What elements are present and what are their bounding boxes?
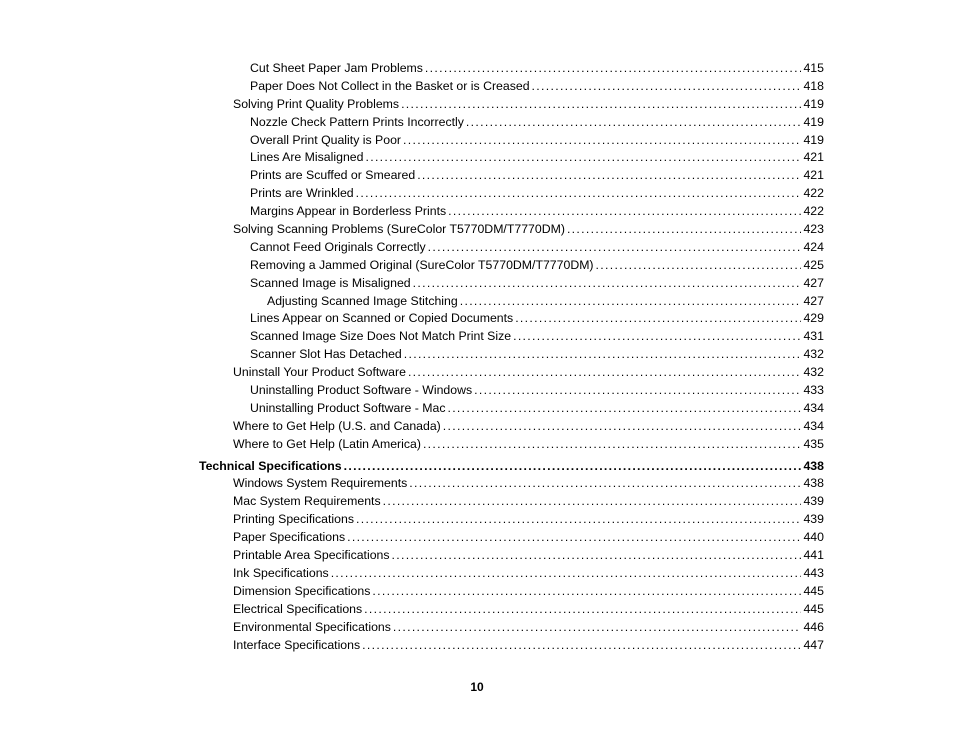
toc-entry-page: 419: [803, 132, 824, 147]
toc-entry-title: Adjusting Scanned Image Stitching: [267, 293, 458, 308]
dot-leader: [409, 475, 801, 493]
toc-chapter-entry[interactable]: [0, 458, 824, 476]
toc-entry-page: 447: [803, 637, 824, 652]
toc-entry-page: 425: [803, 257, 824, 272]
toc-entry[interactable]: [0, 583, 824, 601]
toc-entry-page: 427: [803, 275, 824, 290]
dot-leader: [344, 458, 802, 476]
toc-entry[interactable]: [0, 132, 824, 150]
dot-leader: [513, 328, 801, 346]
dot-leader: [404, 346, 802, 364]
toc-entry[interactable]: [0, 78, 824, 96]
toc-entry-title: Lines Appear on Scanned or Copied Documents: [250, 311, 514, 326]
dot-leader: [515, 310, 801, 328]
toc-entry-page: 434: [803, 400, 824, 415]
toc-entry-page: 415: [803, 61, 824, 75]
toc-entry[interactable]: [0, 239, 824, 257]
toc-entry-page: 427: [803, 293, 824, 308]
toc-entry[interactable]: [0, 257, 824, 275]
toc-entry[interactable]: [0, 310, 824, 328]
dot-leader: [425, 60, 802, 78]
toc-entry[interactable]: [0, 511, 824, 529]
toc-entry-page: 445: [803, 601, 824, 616]
toc-entry[interactable]: [0, 114, 824, 132]
toc-entry-title: Overall Print Quality is Poor: [250, 132, 402, 147]
toc-entry-title: Scanner Slot Has Detached: [250, 347, 402, 362]
toc-entry-title: Solving Print Quality Problems: [233, 96, 400, 111]
toc-entry[interactable]: [0, 346, 824, 364]
toc-entry-page: 440: [803, 530, 824, 545]
toc-entry-title: Where to Get Help (Latin America): [233, 436, 421, 451]
dot-leader: [460, 293, 802, 311]
dot-leader: [447, 400, 801, 418]
toc-entry-title: Mac System Requirements: [233, 494, 381, 509]
toc-entry-title: Environmental Specifications: [233, 619, 391, 634]
toc-entry[interactable]: [0, 547, 824, 565]
toc-entry[interactable]: [0, 493, 824, 511]
toc-entry-title: Printable Area Specifications: [233, 548, 390, 563]
dot-leader: [356, 511, 801, 529]
toc-entry-title: Interface Specifications: [233, 637, 361, 652]
toc-entry-page: 434: [803, 418, 824, 433]
toc-entry-title: Dimension Specifications: [233, 583, 371, 598]
toc-entry[interactable]: [0, 203, 824, 221]
dot-leader: [403, 132, 801, 150]
dot-leader: [466, 114, 802, 132]
toc-entry-page: 429: [803, 311, 824, 326]
dot-leader: [448, 203, 801, 221]
toc-entry-page: 424: [803, 239, 824, 254]
toc-entry[interactable]: [0, 364, 824, 382]
toc-entry-title: Uninstalling Product Software - Windows: [250, 383, 473, 398]
toc-entry[interactable]: [0, 149, 824, 167]
dot-leader: [474, 382, 801, 400]
toc-entry-page: 422: [803, 204, 824, 219]
dot-leader: [408, 364, 802, 382]
toc-entry-title: Lines Are Misaligned: [250, 150, 364, 165]
toc-entry[interactable]: [0, 221, 824, 239]
dot-leader: [532, 78, 802, 96]
dot-leader: [567, 221, 802, 239]
page-number: 10: [470, 680, 484, 694]
toc-entry-page: 432: [803, 347, 824, 362]
toc-entry-page: 439: [803, 494, 824, 509]
toc-entry[interactable]: [0, 529, 824, 547]
toc-entry[interactable]: [0, 565, 824, 583]
table-of-contents: [0, 60, 954, 654]
toc-entry-title: Uninstalling Product Software - Mac: [250, 400, 446, 415]
toc-entry-title: Paper Does Not Collect in the Basket or is Creased: [250, 78, 530, 93]
toc-entry-page: 418: [803, 78, 824, 93]
dot-leader: [372, 583, 801, 601]
toc-entry-page: 438: [803, 458, 824, 473]
toc-entry-page: 443: [803, 565, 824, 580]
dot-leader: [392, 547, 802, 565]
toc-entry-title: Prints are Scuffed or Smeared: [250, 168, 416, 183]
toc-entry-title: Scanned Image Size Does Not Match Print Size: [250, 329, 512, 344]
dot-leader: [413, 275, 802, 293]
toc-entry-page: 446: [803, 619, 824, 634]
dot-leader: [393, 619, 802, 637]
toc-entry[interactable]: [0, 436, 824, 454]
toc-entry[interactable]: [0, 293, 824, 311]
toc-entry-title: Margins Appear in Borderless Prints: [250, 204, 447, 219]
toc-entry-title: Nozzle Check Pattern Prints Incorrectly: [250, 114, 464, 129]
dot-leader: [423, 436, 802, 454]
toc-entry[interactable]: [0, 167, 824, 185]
toc-entry-page: 445: [803, 583, 824, 598]
toc-entry[interactable]: [0, 328, 824, 346]
dot-leader: [383, 493, 802, 511]
toc-entry-title: Ink Specifications: [233, 565, 329, 580]
dot-leader: [428, 239, 802, 257]
toc-entry[interactable]: [0, 382, 824, 400]
toc-entry-page: 432: [803, 365, 824, 380]
toc-entry-title: Uninstall Your Product Software: [233, 365, 406, 380]
toc-entry[interactable]: [0, 601, 824, 619]
toc-entry-page: 422: [803, 186, 824, 201]
toc-entry-title: Paper Specifications: [233, 530, 346, 545]
toc-entry[interactable]: [0, 637, 824, 655]
toc-entry-page: 431: [803, 329, 824, 344]
toc-entry[interactable]: [0, 60, 824, 78]
toc-entry-title: Windows System Requirements: [233, 476, 408, 491]
toc-entry-title: Cut Sheet Paper Jam Problems: [250, 61, 423, 75]
toc-entry-title: Removing a Jammed Original (SureColor T5770DM/T7770DM): [250, 257, 594, 272]
toc-entry[interactable]: [0, 475, 824, 493]
dot-leader: [401, 96, 801, 114]
toc-entry-page: 435: [803, 436, 824, 451]
toc-entry-title: Cannot Feed Originals Correctly: [250, 239, 426, 254]
toc-entry[interactable]: [0, 418, 824, 436]
dot-leader: [362, 637, 801, 655]
toc-entry-page: 423: [803, 222, 824, 237]
toc-entry-page: 419: [803, 114, 824, 129]
toc-entry[interactable]: [0, 96, 824, 114]
dot-leader: [347, 529, 801, 547]
toc-entry-title: Technical Specifications: [199, 458, 342, 473]
dot-leader: [331, 565, 802, 583]
toc-entry-title: Solving Scanning Problems (SureColor T5770DM/T7770DM): [233, 222, 565, 237]
toc-entry-title: Where to Get Help (U.S. and Canada): [233, 418, 441, 433]
toc-entry-title: Printing Specifications: [233, 512, 354, 527]
toc-entry-page: 419: [803, 96, 824, 111]
dot-leader: [417, 167, 801, 185]
toc-entry-page: 421: [803, 150, 824, 165]
toc-entry[interactable]: [0, 619, 824, 637]
dot-leader: [365, 149, 801, 167]
toc-entry[interactable]: [0, 185, 824, 203]
toc-entry-page: 441: [803, 548, 824, 563]
toc-entry-title: Scanned Image is Misaligned: [250, 275, 411, 290]
dot-leader: [596, 257, 802, 275]
toc-entry-page: 439: [803, 512, 824, 527]
toc-entry-page: 433: [803, 383, 824, 398]
toc-entry-page: 421: [803, 168, 824, 183]
dot-leader: [364, 601, 801, 619]
toc-entry-title: Prints are Wrinkled: [250, 186, 354, 201]
toc-entry-title: Electrical Specifications: [233, 601, 363, 616]
toc-entry[interactable]: [0, 275, 824, 293]
dot-leader: [443, 418, 802, 436]
dot-leader: [356, 185, 802, 203]
toc-entry[interactable]: [0, 400, 824, 418]
toc-entry-page: 438: [803, 476, 824, 491]
